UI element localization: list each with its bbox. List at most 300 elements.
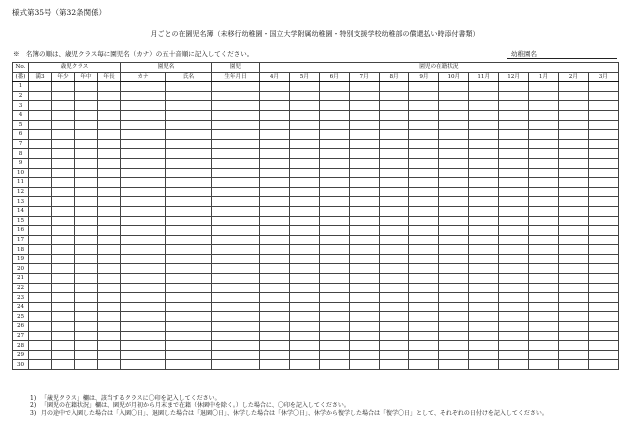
status-cell[interactable] <box>588 264 618 274</box>
status-cell[interactable] <box>529 331 559 341</box>
class-cell[interactable] <box>52 312 75 322</box>
name-cell[interactable] <box>166 158 212 168</box>
status-cell[interactable] <box>409 350 439 360</box>
class-cell[interactable] <box>75 187 98 197</box>
status-cell[interactable] <box>558 120 588 130</box>
status-cell[interactable] <box>588 101 618 111</box>
status-cell[interactable] <box>439 187 469 197</box>
class-cell[interactable] <box>75 168 98 178</box>
status-cell[interactable] <box>439 312 469 322</box>
status-cell[interactable] <box>529 187 559 197</box>
status-cell[interactable] <box>588 197 618 207</box>
status-cell[interactable] <box>588 187 618 197</box>
class-cell[interactable] <box>98 235 121 245</box>
name-cell[interactable] <box>166 274 212 284</box>
class-cell[interactable] <box>98 331 121 341</box>
status-cell[interactable] <box>379 360 409 370</box>
class-cell[interactable] <box>29 130 52 140</box>
class-cell[interactable] <box>98 360 121 370</box>
status-cell[interactable] <box>260 149 290 159</box>
status-cell[interactable] <box>439 274 469 284</box>
class-cell[interactable] <box>29 341 52 351</box>
status-cell[interactable] <box>529 101 559 111</box>
status-cell[interactable] <box>289 312 319 322</box>
status-cell[interactable] <box>349 264 379 274</box>
status-cell[interactable] <box>529 120 559 130</box>
name-cell[interactable] <box>166 120 212 130</box>
status-cell[interactable] <box>289 139 319 149</box>
class-cell[interactable] <box>29 168 52 178</box>
status-cell[interactable] <box>289 341 319 351</box>
status-cell[interactable] <box>439 235 469 245</box>
birthdate-cell[interactable] <box>212 82 260 92</box>
status-cell[interactable] <box>529 91 559 101</box>
status-cell[interactable] <box>499 110 529 120</box>
status-cell[interactable] <box>349 91 379 101</box>
class-cell[interactable] <box>29 120 52 130</box>
birthdate-cell[interactable] <box>212 158 260 168</box>
status-cell[interactable] <box>319 360 349 370</box>
status-cell[interactable] <box>349 274 379 284</box>
name-cell[interactable] <box>166 245 212 255</box>
status-cell[interactable] <box>469 82 499 92</box>
status-cell[interactable] <box>379 101 409 111</box>
status-cell[interactable] <box>260 235 290 245</box>
name-cell[interactable] <box>166 360 212 370</box>
class-cell[interactable] <box>29 101 52 111</box>
status-cell[interactable] <box>439 130 469 140</box>
class-cell[interactable] <box>75 120 98 130</box>
status-cell[interactable] <box>409 216 439 226</box>
class-cell[interactable] <box>29 178 52 188</box>
kana-cell[interactable] <box>121 341 166 351</box>
status-cell[interactable] <box>529 235 559 245</box>
birthdate-cell[interactable] <box>212 110 260 120</box>
status-cell[interactable] <box>379 254 409 264</box>
kana-cell[interactable] <box>121 91 166 101</box>
birthdate-cell[interactable] <box>212 341 260 351</box>
status-cell[interactable] <box>379 149 409 159</box>
status-cell[interactable] <box>349 178 379 188</box>
class-cell[interactable] <box>29 312 52 322</box>
class-cell[interactable] <box>75 178 98 188</box>
status-cell[interactable] <box>499 206 529 216</box>
status-cell[interactable] <box>558 82 588 92</box>
status-cell[interactable] <box>349 235 379 245</box>
name-cell[interactable] <box>166 168 212 178</box>
status-cell[interactable] <box>558 293 588 303</box>
status-cell[interactable] <box>289 235 319 245</box>
status-cell[interactable] <box>469 130 499 140</box>
birthdate-cell[interactable] <box>212 187 260 197</box>
status-cell[interactable] <box>289 187 319 197</box>
status-cell[interactable] <box>349 341 379 351</box>
status-cell[interactable] <box>349 139 379 149</box>
status-cell[interactable] <box>379 206 409 216</box>
status-cell[interactable] <box>529 293 559 303</box>
status-cell[interactable] <box>558 226 588 236</box>
status-cell[interactable] <box>409 110 439 120</box>
status-cell[interactable] <box>439 110 469 120</box>
status-cell[interactable] <box>439 91 469 101</box>
status-cell[interactable] <box>409 274 439 284</box>
status-cell[interactable] <box>349 360 379 370</box>
status-cell[interactable] <box>319 331 349 341</box>
status-cell[interactable] <box>558 341 588 351</box>
status-cell[interactable] <box>439 178 469 188</box>
status-cell[interactable] <box>499 149 529 159</box>
status-cell[interactable] <box>529 274 559 284</box>
birthdate-cell[interactable] <box>212 139 260 149</box>
status-cell[interactable] <box>349 293 379 303</box>
status-cell[interactable] <box>588 360 618 370</box>
status-cell[interactable] <box>529 168 559 178</box>
status-cell[interactable] <box>469 245 499 255</box>
class-cell[interactable] <box>29 197 52 207</box>
status-cell[interactable] <box>349 283 379 293</box>
status-cell[interactable] <box>409 293 439 303</box>
birthdate-cell[interactable] <box>212 235 260 245</box>
birthdate-cell[interactable] <box>212 245 260 255</box>
status-cell[interactable] <box>588 120 618 130</box>
class-cell[interactable] <box>75 264 98 274</box>
class-cell[interactable] <box>98 82 121 92</box>
status-cell[interactable] <box>379 197 409 207</box>
status-cell[interactable] <box>319 254 349 264</box>
class-cell[interactable] <box>52 283 75 293</box>
class-cell[interactable] <box>98 283 121 293</box>
status-cell[interactable] <box>529 149 559 159</box>
status-cell[interactable] <box>349 331 379 341</box>
status-cell[interactable] <box>289 302 319 312</box>
status-cell[interactable] <box>439 331 469 341</box>
status-cell[interactable] <box>349 130 379 140</box>
class-cell[interactable] <box>98 341 121 351</box>
status-cell[interactable] <box>319 264 349 274</box>
class-cell[interactable] <box>52 254 75 264</box>
status-cell[interactable] <box>499 322 529 332</box>
status-cell[interactable] <box>558 360 588 370</box>
kana-cell[interactable] <box>121 235 166 245</box>
status-cell[interactable] <box>379 168 409 178</box>
status-cell[interactable] <box>319 120 349 130</box>
status-cell[interactable] <box>499 293 529 303</box>
status-cell[interactable] <box>379 139 409 149</box>
status-cell[interactable] <box>260 139 290 149</box>
class-cell[interactable] <box>52 101 75 111</box>
status-cell[interactable] <box>469 331 499 341</box>
status-cell[interactable] <box>499 254 529 264</box>
class-cell[interactable] <box>29 235 52 245</box>
status-cell[interactable] <box>469 302 499 312</box>
kana-cell[interactable] <box>121 302 166 312</box>
class-cell[interactable] <box>29 322 52 332</box>
name-cell[interactable] <box>166 91 212 101</box>
status-cell[interactable] <box>469 216 499 226</box>
name-cell[interactable] <box>166 139 212 149</box>
name-cell[interactable] <box>166 178 212 188</box>
status-cell[interactable] <box>289 274 319 284</box>
status-cell[interactable] <box>469 168 499 178</box>
status-cell[interactable] <box>469 110 499 120</box>
status-cell[interactable] <box>558 312 588 322</box>
status-cell[interactable] <box>349 216 379 226</box>
status-cell[interactable] <box>319 245 349 255</box>
status-cell[interactable] <box>588 158 618 168</box>
status-cell[interactable] <box>558 302 588 312</box>
status-cell[interactable] <box>409 178 439 188</box>
status-cell[interactable] <box>588 91 618 101</box>
class-cell[interactable] <box>52 130 75 140</box>
status-cell[interactable] <box>349 168 379 178</box>
status-cell[interactable] <box>260 312 290 322</box>
status-cell[interactable] <box>289 82 319 92</box>
status-cell[interactable] <box>319 322 349 332</box>
status-cell[interactable] <box>558 254 588 264</box>
status-cell[interactable] <box>499 130 529 140</box>
class-cell[interactable] <box>98 293 121 303</box>
status-cell[interactable] <box>588 130 618 140</box>
class-cell[interactable] <box>75 101 98 111</box>
status-cell[interactable] <box>439 360 469 370</box>
class-cell[interactable] <box>52 293 75 303</box>
birthdate-cell[interactable] <box>212 101 260 111</box>
class-cell[interactable] <box>29 274 52 284</box>
class-cell[interactable] <box>98 264 121 274</box>
status-cell[interactable] <box>289 322 319 332</box>
status-cell[interactable] <box>469 91 499 101</box>
status-cell[interactable] <box>349 187 379 197</box>
class-cell[interactable] <box>98 206 121 216</box>
class-cell[interactable] <box>75 350 98 360</box>
status-cell[interactable] <box>349 101 379 111</box>
status-cell[interactable] <box>558 197 588 207</box>
status-cell[interactable] <box>558 178 588 188</box>
status-cell[interactable] <box>379 120 409 130</box>
status-cell[interactable] <box>379 226 409 236</box>
kana-cell[interactable] <box>121 350 166 360</box>
class-cell[interactable] <box>52 226 75 236</box>
status-cell[interactable] <box>289 216 319 226</box>
status-cell[interactable] <box>260 245 290 255</box>
class-cell[interactable] <box>98 130 121 140</box>
status-cell[interactable] <box>319 168 349 178</box>
class-cell[interactable] <box>98 322 121 332</box>
status-cell[interactable] <box>469 187 499 197</box>
status-cell[interactable] <box>469 264 499 274</box>
status-cell[interactable] <box>588 283 618 293</box>
status-cell[interactable] <box>379 235 409 245</box>
status-cell[interactable] <box>319 91 349 101</box>
status-cell[interactable] <box>529 302 559 312</box>
status-cell[interactable] <box>349 120 379 130</box>
status-cell[interactable] <box>499 139 529 149</box>
kana-cell[interactable] <box>121 82 166 92</box>
status-cell[interactable] <box>469 322 499 332</box>
birthdate-cell[interactable] <box>212 216 260 226</box>
status-cell[interactable] <box>379 130 409 140</box>
status-cell[interactable] <box>439 245 469 255</box>
status-cell[interactable] <box>499 187 529 197</box>
status-cell[interactable] <box>558 149 588 159</box>
kana-cell[interactable] <box>121 254 166 264</box>
status-cell[interactable] <box>289 101 319 111</box>
status-cell[interactable] <box>439 82 469 92</box>
status-cell[interactable] <box>260 293 290 303</box>
kana-cell[interactable] <box>121 130 166 140</box>
class-cell[interactable] <box>75 226 98 236</box>
name-cell[interactable] <box>166 130 212 140</box>
status-cell[interactable] <box>499 158 529 168</box>
status-cell[interactable] <box>260 216 290 226</box>
status-cell[interactable] <box>379 322 409 332</box>
kana-cell[interactable] <box>121 293 166 303</box>
status-cell[interactable] <box>499 264 529 274</box>
class-cell[interactable] <box>98 168 121 178</box>
status-cell[interactable] <box>349 206 379 216</box>
status-cell[interactable] <box>469 254 499 264</box>
class-cell[interactable] <box>75 216 98 226</box>
status-cell[interactable] <box>319 312 349 322</box>
status-cell[interactable] <box>379 302 409 312</box>
status-cell[interactable] <box>289 245 319 255</box>
status-cell[interactable] <box>499 312 529 322</box>
status-cell[interactable] <box>469 206 499 216</box>
status-cell[interactable] <box>529 206 559 216</box>
birthdate-cell[interactable] <box>212 312 260 322</box>
status-cell[interactable] <box>439 293 469 303</box>
class-cell[interactable] <box>52 235 75 245</box>
status-cell[interactable] <box>588 149 618 159</box>
status-cell[interactable] <box>379 110 409 120</box>
class-cell[interactable] <box>75 158 98 168</box>
status-cell[interactable] <box>588 178 618 188</box>
class-cell[interactable] <box>52 197 75 207</box>
class-cell[interactable] <box>29 302 52 312</box>
class-cell[interactable] <box>98 187 121 197</box>
status-cell[interactable] <box>349 245 379 255</box>
status-cell[interactable] <box>499 283 529 293</box>
status-cell[interactable] <box>379 82 409 92</box>
status-cell[interactable] <box>289 254 319 264</box>
status-cell[interactable] <box>558 274 588 284</box>
status-cell[interactable] <box>289 360 319 370</box>
status-cell[interactable] <box>499 360 529 370</box>
status-cell[interactable] <box>558 350 588 360</box>
class-cell[interactable] <box>98 197 121 207</box>
status-cell[interactable] <box>409 254 439 264</box>
status-cell[interactable] <box>499 91 529 101</box>
class-cell[interactable] <box>52 178 75 188</box>
status-cell[interactable] <box>319 350 349 360</box>
status-cell[interactable] <box>469 341 499 351</box>
status-cell[interactable] <box>588 216 618 226</box>
class-cell[interactable] <box>75 82 98 92</box>
status-cell[interactable] <box>499 350 529 360</box>
class-cell[interactable] <box>98 158 121 168</box>
status-cell[interactable] <box>319 187 349 197</box>
class-cell[interactable] <box>98 139 121 149</box>
class-cell[interactable] <box>52 274 75 284</box>
status-cell[interactable] <box>319 101 349 111</box>
status-cell[interactable] <box>469 158 499 168</box>
status-cell[interactable] <box>439 149 469 159</box>
class-cell[interactable] <box>75 302 98 312</box>
status-cell[interactable] <box>529 360 559 370</box>
status-cell[interactable] <box>379 350 409 360</box>
status-cell[interactable] <box>588 235 618 245</box>
status-cell[interactable] <box>469 283 499 293</box>
status-cell[interactable] <box>319 216 349 226</box>
class-cell[interactable] <box>98 101 121 111</box>
class-cell[interactable] <box>29 226 52 236</box>
status-cell[interactable] <box>499 341 529 351</box>
status-cell[interactable] <box>499 331 529 341</box>
status-cell[interactable] <box>439 322 469 332</box>
class-cell[interactable] <box>52 91 75 101</box>
birthdate-cell[interactable] <box>212 178 260 188</box>
status-cell[interactable] <box>499 302 529 312</box>
status-cell[interactable] <box>558 331 588 341</box>
class-cell[interactable] <box>75 206 98 216</box>
class-cell[interactable] <box>75 341 98 351</box>
status-cell[interactable] <box>289 130 319 140</box>
class-cell[interactable] <box>29 216 52 226</box>
status-cell[interactable] <box>469 274 499 284</box>
status-cell[interactable] <box>588 82 618 92</box>
status-cell[interactable] <box>379 293 409 303</box>
status-cell[interactable] <box>409 82 439 92</box>
class-cell[interactable] <box>29 110 52 120</box>
status-cell[interactable] <box>260 302 290 312</box>
birthdate-cell[interactable] <box>212 274 260 284</box>
status-cell[interactable] <box>409 158 439 168</box>
class-cell[interactable] <box>52 158 75 168</box>
kana-cell[interactable] <box>121 110 166 120</box>
status-cell[interactable] <box>319 235 349 245</box>
status-cell[interactable] <box>558 187 588 197</box>
status-cell[interactable] <box>588 274 618 284</box>
status-cell[interactable] <box>319 130 349 140</box>
status-cell[interactable] <box>529 254 559 264</box>
status-cell[interactable] <box>409 120 439 130</box>
kana-cell[interactable] <box>121 331 166 341</box>
class-cell[interactable] <box>52 331 75 341</box>
status-cell[interactable] <box>289 91 319 101</box>
birthdate-cell[interactable] <box>212 168 260 178</box>
status-cell[interactable] <box>260 331 290 341</box>
kana-cell[interactable] <box>121 168 166 178</box>
status-cell[interactable] <box>289 178 319 188</box>
kindergarten-name-field[interactable] <box>507 58 617 59</box>
kana-cell[interactable] <box>121 158 166 168</box>
status-cell[interactable] <box>409 226 439 236</box>
status-cell[interactable] <box>588 110 618 120</box>
name-cell[interactable] <box>166 312 212 322</box>
status-cell[interactable] <box>439 341 469 351</box>
class-cell[interactable] <box>75 312 98 322</box>
status-cell[interactable] <box>409 91 439 101</box>
status-cell[interactable] <box>558 130 588 140</box>
name-cell[interactable] <box>166 302 212 312</box>
status-cell[interactable] <box>529 283 559 293</box>
class-cell[interactable] <box>52 187 75 197</box>
status-cell[interactable] <box>409 101 439 111</box>
status-cell[interactable] <box>588 312 618 322</box>
status-cell[interactable] <box>529 178 559 188</box>
status-cell[interactable] <box>319 149 349 159</box>
status-cell[interactable] <box>439 206 469 216</box>
